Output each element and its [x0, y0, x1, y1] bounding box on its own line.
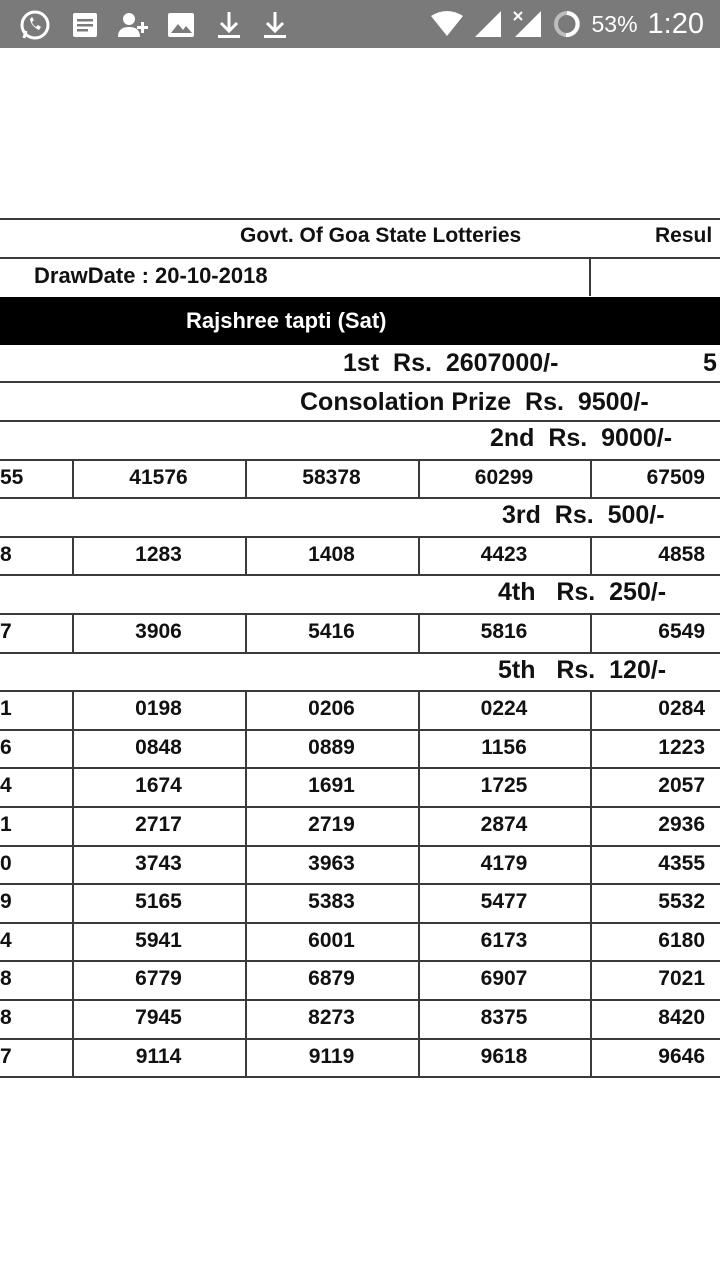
table-cell: 3743: [135, 851, 182, 875]
second-prize-heading: 2nd Rs. 9000/-: [490, 424, 673, 452]
table-cell: 0: [0, 851, 12, 875]
org-title: Govt. Of Goa State Lotteries: [240, 224, 522, 247]
table-cell: 1725: [480, 774, 528, 798]
table-cell: 6779: [135, 967, 182, 991]
table-cell: 6879: [308, 967, 355, 991]
table-cell: 3906: [135, 620, 182, 643]
table-cell: 3963: [308, 851, 355, 875]
table-cell: 0224: [480, 697, 528, 721]
consolation-prize: Consolation Prize Rs. 9500/-: [300, 388, 649, 416]
table-cell: 0198: [135, 697, 182, 721]
table-cell: 2717: [135, 813, 182, 836]
fourth-prize-heading: 4th Rs. 250/-: [498, 578, 667, 607]
table-cell: 0848: [135, 735, 182, 759]
table-cell: 6907: [480, 967, 528, 991]
table-cell: 0889: [308, 735, 355, 759]
draw-date: DrawDate : 20-10-2018: [34, 263, 268, 288]
table-cell: 4179: [480, 851, 528, 875]
first-prize-partial: 5: [703, 349, 717, 377]
table-cell: 5532: [658, 890, 705, 914]
result-label: Resul: [655, 224, 713, 247]
table-cell: 67509: [646, 465, 705, 489]
table-cell: 5477: [480, 890, 528, 914]
table-cell: 8375: [480, 1006, 528, 1029]
table-cell: 6173: [480, 928, 528, 952]
table-cell: 55: [0, 465, 24, 489]
table-cell: 1156: [481, 735, 527, 759]
table-cell: 5941: [135, 928, 182, 952]
table-cell: 1: [0, 813, 12, 836]
table-cell: 5383: [308, 890, 355, 914]
table-cell: 2719: [308, 813, 355, 836]
table-cell: 1223: [658, 735, 705, 759]
table-cell: 1408: [308, 542, 355, 566]
table-cell: 8: [0, 967, 12, 991]
first-prize: 1st Rs. 2607000/-: [343, 349, 559, 377]
table-cell: 9646: [658, 1044, 705, 1068]
table-cell: 5816: [480, 620, 528, 643]
table-cell: 6001: [308, 928, 355, 952]
table-cell: 7021: [658, 967, 705, 991]
lottery-name: Rajshree tapti (Sat): [186, 308, 387, 333]
table-cell: 9119: [308, 1044, 355, 1068]
table-cell: 8420: [658, 1006, 705, 1029]
table-cell: 9114: [135, 1044, 182, 1068]
table-cell: 4: [0, 928, 12, 952]
battery-percent: 53%: [591, 10, 638, 37]
table-cell: 2936: [658, 813, 705, 836]
table-cell: 6549: [658, 620, 705, 643]
table-cell: 7: [0, 620, 12, 643]
table-cell: 8273: [308, 1006, 355, 1029]
table-cell: 8: [0, 542, 12, 566]
table-cell: 4355: [658, 851, 705, 875]
table-cell: 0284: [658, 697, 705, 721]
table-cell: 7945: [135, 1006, 182, 1029]
table-cell: 1: [0, 697, 12, 721]
table-cell: 41576: [129, 465, 188, 489]
table-cell: 4858: [658, 542, 705, 566]
table-cell: 4423: [480, 542, 528, 566]
table-cell: 9: [0, 890, 12, 914]
fifth-prize-heading: 5th Rs. 120/-: [498, 655, 667, 684]
table-cell: 6180: [658, 928, 705, 952]
table-cell: 60299: [474, 465, 534, 489]
table-cell: 1283: [135, 542, 182, 566]
table-cell: 1674: [135, 774, 182, 798]
table-cell: 5165: [135, 890, 182, 914]
table-cell: 1691: [308, 774, 355, 798]
table-cell: 9618: [480, 1044, 528, 1068]
table-cell: 2874: [480, 813, 528, 836]
table-cell: 4: [0, 774, 12, 798]
table-cell: 6: [0, 735, 12, 759]
table-cell: 7: [0, 1044, 12, 1068]
table-cell: 5416: [308, 620, 355, 643]
table-cell: 0206: [308, 697, 355, 721]
table-cell: 2057: [658, 774, 705, 798]
clock-time: 1:20: [647, 7, 704, 40]
third-prize-heading: 3rd Rs. 500/-: [502, 501, 665, 530]
table-cell: 58378: [302, 465, 361, 489]
table-cell: 8: [0, 1006, 12, 1029]
